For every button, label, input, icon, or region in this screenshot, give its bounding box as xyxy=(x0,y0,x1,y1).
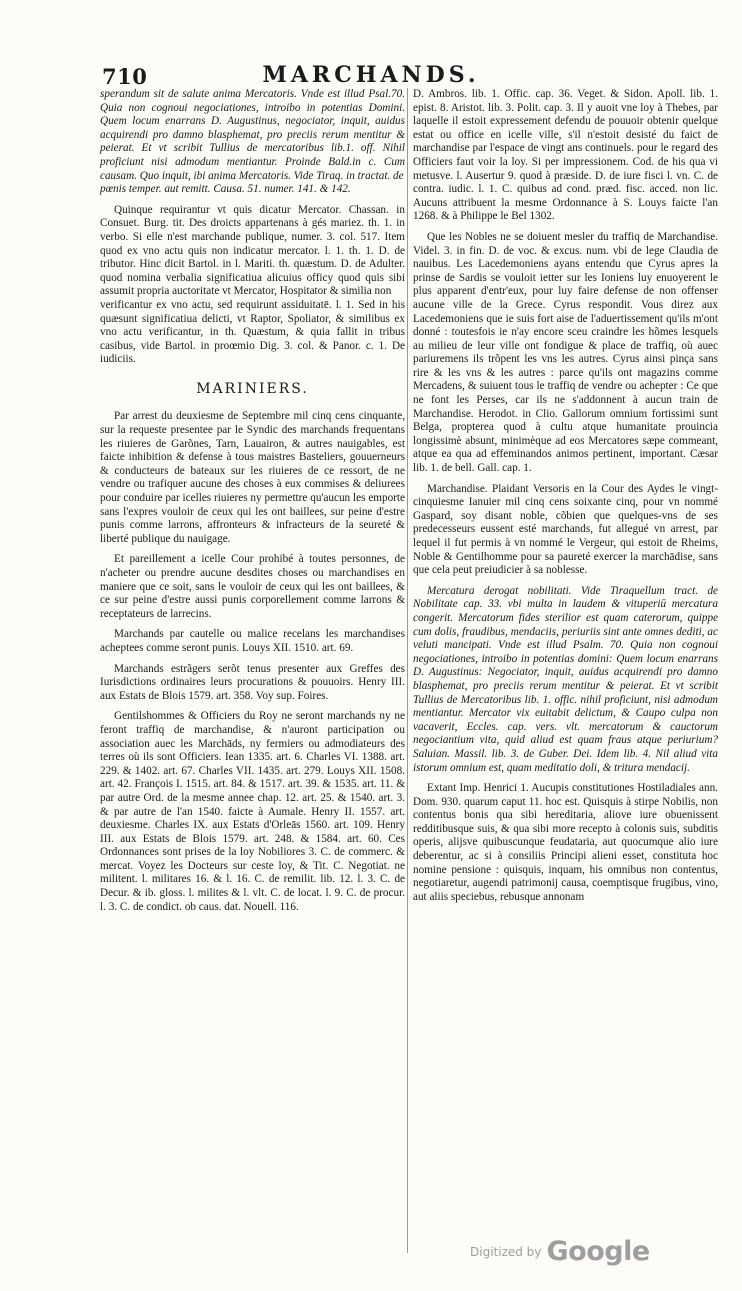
running-head: MARCHANDS. xyxy=(262,62,480,88)
paragraph-gentilshommes: Gentilshommes & Officiers du Roy ne seront marchands ny ne feront traffiq de marchandise, & n'auront participation ou association auec les Marchāds, ny fermiers ou admodiateurs des terres où ils sont Officiers. Iean 1335. art. 6. Charles VI. 1388. art. 229. & 1402. art. 67. Charles VII. 1435. art. 279. Louys XII. 1508. art. 42. François I. 1515. art. 84. & 1517. art. 39. & 1535. art. 11. & par autre Ord. de la mesme annee chap. 12. art. 25. & 1540. art. 3. & par autre de l'an 1540. faicte à Aumale. Henry II. 1557. art. deuxiesme. Charles IX. aux Estats d'Orleās 1560. art. 109. Henry III. aux Estats de Blois 1579. art. 248. & 1584. art. 60. Ces Ordonnances sont prises de la loy Nobiliores 3. C. de commerc. & mercat. Voyez les Docteurs sur ceste loy, & Tit. C. Negotiat. ne militent. l. militares 16. & l. 16. C. de remilit. lib. 12. l. 3. C. de Decur. & ib. gloss. l. milites & l. vlt. C. de locat. l. 9. C. de procur. l. 3. C. de condict. ob caus. dat. Nouell. 116. xyxy=(100,710,405,913)
paragraph-arrest-septembre: Par arrest du deuxiesme de Septembre mil cinq cens cinquante, sur la requeste presentee par le Syndic des marchands frequentans les riuieres de Garõnes, Tarn, Lauairon, & autres nauigables, est faicte inhibition & defense à tous maistres Basteliers, gouuerneurs & conducteurs de bateaux sur les riuieres de ce ressort, de ne vendre ou trafiquer aucune des choses à eux commises & deliurees pour conduire par icelles riuieres ny permettre qu'aucun les emporte sans l'expres vouloir de ceux qui les ont baillees, sur peine d'estre punis comme larrons, affronteurs & infracteurs de la seureté & liberté publique du nauigage. xyxy=(100,410,405,545)
google-watermark xyxy=(470,1236,650,1267)
paragraph-mercator-salvation-cont: pœnis temper. aut remitt. Causa. 51. numer. 141. & 142. xyxy=(100,183,351,196)
right-column xyxy=(413,88,718,904)
watermark-prefix: Digitized by xyxy=(470,1245,542,1259)
google-logo: Google xyxy=(546,1236,650,1267)
paragraph-thebes-law: D. Ambros. lib. 1. Offic. cap. 36. Veget. & Sidon. Apoll. lib. 1. epist. 8. Aristot. lib. 3. Polit. cap. 3. Il y auoit vne loy à Thebes, par laquelle il estoit expressement defendu de pouuoir obtenir quelque estat ou office en icelle ville, s'il n'estoit desisté du faict de marchandise par l'espace de vingt ans continuels. pour le regard des Officiers faut voir la loy. Si per impressionem. Cod. de his qua vi metusve. l. Ausertur 9. quod à præside. D. de iure fisci l. vn. C. de contra. iudic. l. 1. C. quibus ad cond. præd. fisc. acced. non lic. Aucuns attribuent la mesme Ordonnance à S. Louys faicte l'an 1268. & à Philippe le Bel 1302. xyxy=(413,88,718,223)
paragraph-marchands-recelans: Marchands par cautelle ou malice recelans les marchandises acheptees comme seront punis. Louys XII. 1510. art. 69. xyxy=(100,628,405,654)
paragraph-plaidant-versoris: Marchandise. Plaidant Versoris en la Cour des Aydes le vingt-cinquiesme Ianuier mil cinq cens soixante cinq, pour vn nommé Gaspard, soy disant noble, cõbien que quelques-vns de ses predecesseurs eussent esté marchands, fut allegué vn arrest, par lequel il fut permis à vn nommé le Vergeur, qui estoit de Rheims, Noble & Gentilhomme pour sa paureté exercer la marchādise, sans que cela peut preiudicier à sa noblesse. xyxy=(413,482,718,577)
paragraph-mercator-requirements-cont: verificantur ex vno actu, sed requirunt assiduitatē. l. 1. Sed in his quæsunt significatiua delicti, vt Raptor, Spoliator, & similibus ex vno actu verificantur, in th. Quæstum, & quia fallit in tribus casibus, vide Bartol. in proœmio Dig. 3. col. & Panor. c. 1. De iudiciis. xyxy=(100,298,405,366)
paragraph-mercator-requirements: Quinque requirantur vt quis dicatur Mercator. Chassan. in Consuet. Burg. tit. Des droicts appartenans à gés mariez. th. 1. in verbo. Si elle n'est marchande publique, numer. 3. col. 517. Item quod ex vno actu quis non indicatur mercator. l. 1. th. 1. D. de tributor. Hinc dicit Bartol. in l. Mariti. th. quæstum. D. de Adulter. quod nomina verbalia significatiua alicuius officy quod quis sibi assumit propria auctoritate vt Mercator, Hospitator & similia non xyxy=(100,203,405,298)
section-title-mariniers: MARINIERS. xyxy=(196,380,309,397)
column-divider xyxy=(407,88,408,1253)
paragraph-cour-prohibe: Et pareillement a icelle Cour prohibé à toutes personnes, de n'acheter ou prendre aucune desdites choses ou marchandises en maniere que ce soit, sans le vouloir de ceux qui les ont baillees, & ce sur peine d'estre aussi punis corporellement comme larrons & receptateurs de larrecins. xyxy=(100,553,405,620)
paragraph-mercatura-derogat: Mercatura derogat nobilitati. Vide Tiraquellum tract. de Nobilitate cap. 33. vbi multa in laudem & vituperiū mercatura congerit. Mercatorum fides sterilior est quam caterorum, quippe cum dolis, fraudibus, mendaciis, periuriis sint ante omnes dediti, ac veluti mancipati. Vnde est illud Psalm. 70. Quia non cognoui negociationes, introibo in potentias domini: Quem locum enarrans D. Augustinus: Negociator, inquit, auidus acquirendi pro damno blasphemat, pro preciis rerum mentitur & peierat. Et vt scribit Tullius de Mercatoribus lib. 1. offic. nihil proficiunt, nisi admodum mentiantur. Mercator vix euitabit delictum, & Caupo culpa non vacaverit, Eccles. cap. vers. vlt. mercatorum & cauctorum negociantium vita, quid aliud est quam fraus atque periurium? Saluian. Massil. lib. 3. de Guber. Dei. Idem lib. 4. Nil aliud vita istorum omnium est, quam meditatio doli, & tritura mendacij. xyxy=(413,584,718,774)
paragraph-henrici-constitutiones: Extant Imp. Henrici 1. Aucupis constitutiones Hostiladiales ann. Dom. 930. quarum caput 11. hoc est. Quisquis à stirpe Nobilis, non contentus bonis qua sibi hereditaria, aliove iure obuenissent redditibusque suis, & qua sibi more recepto à colonis suis, subditis operis, alijsve quibuscunque feudataria, aut quocumque alio iure deberentur, ac si à consiliis Principi alieni esset, constituta hoc nomine pensione : quisquis, inquam, his omnibus non contentus, negotiaretur, augendi patrimonij causa, coemptisque frugibus, vino, aut aliis speciebus, rebusque annonam xyxy=(413,782,718,903)
paragraph-marchands-estrangers: Marchands estrãgers serõt tenus presenter aux Greffes des Iurisdictions ordinaires leurs procurations & pouuoirs. Henry III. aux Estats de Blois 1579. art. 358. Voy sup. Foires. xyxy=(100,662,405,702)
page-number: 710 xyxy=(102,64,148,89)
left-column xyxy=(100,88,405,914)
paragraph-mercator-salvation: sperandum sit de salute anima Mercatoris. Vnde est illud Psal.70. Quia non cognoui negociationes, introibo in potentias Domini. Quem locum enarrans D. Augustinus, negociator, inquit, auidus acquirendi pro damno blasphemat, pro preciis rerum mentitur & peierat. Et vt scribit Tullius de mercatoribus lib.1. off. Nihil proficiunt nisi admodum mentiantur. Proinde Bald.in c. Cum causam. Quo inquit, ibi anima Mercatoris. Vide Tiraq. in tractat. de xyxy=(100,88,405,182)
paragraph-nobles-traffiq: Que les Nobles ne se doiuent mesler du traffiq de Marchandise. Videl. 3. in fin. D. de voc. & excus. num. vbi de lege Claudia de nauibus. Les Lacedemoniens ayans entendu que Cyrus apres la prinse de Sardis se vouloit ietter sur les Ioniens luy enuoyerent le plus apparent d'entr'eux, pour luy faire defense de non offenser aucune ville de la Grece. Cyrus respondit. Vous direz aux Lacedemoniens que ie suis fort aise de l'aduertissement qu'ils m'ont donné : toutesfois ie n'ay encore sceu craindre les hõmes lesquels au milieu de leur ville ont fondigue & place de traffiq, où auec pariuremens ils trõpent les vns les autres. Cyrus ainsi pinça sans rire & les vns & les autres : parce qu'ils ont magazins comme Mercadens, & suiuent tous le traffiq de vendre ou achepter : Ce que ne font les Perses, car ils ne s'addonnent à aucun train de Marchandise. Herodot. in Clio. Gallorum omnium fortissimi sunt Belga, propterea quod à cultu atque humanitate prouincia longissimè absunt, minimèque ad eos Mercatores sæpe commeant, atque ea qua ad effeminandos animos pertinent, important. Cæsar lib. 1. de bell. Gall. cap. 1. xyxy=(413,230,718,475)
